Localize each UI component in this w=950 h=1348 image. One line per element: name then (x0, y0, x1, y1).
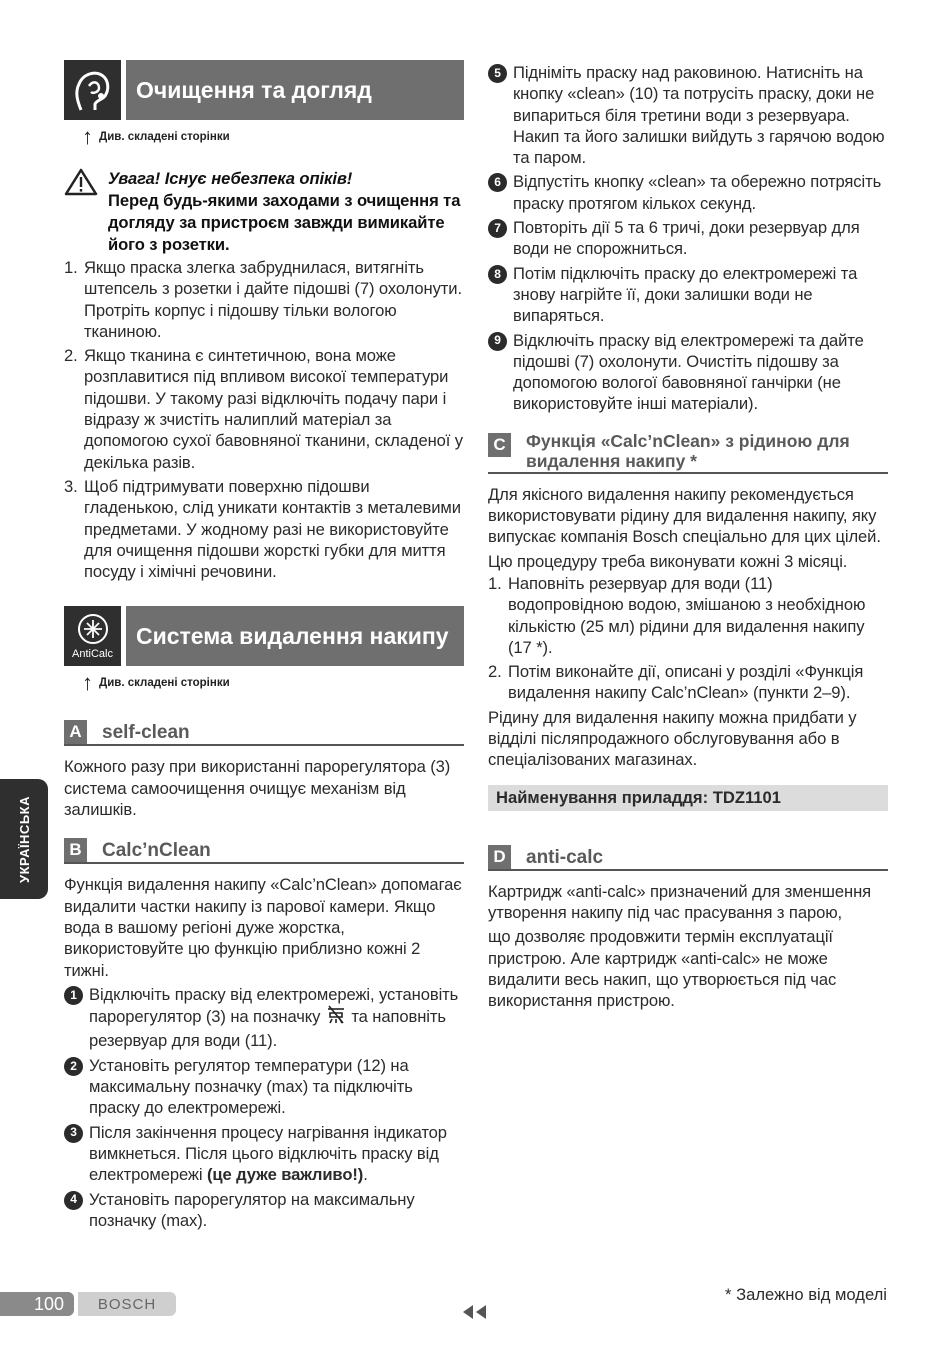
foldout-text: Див. складені сторінки (99, 677, 230, 690)
section-a-header (64, 720, 464, 746)
list-item: 7 Повторіть дії 5 та 6 тричі, доки резервуар для води не спорожниться. (488, 217, 888, 260)
warning-text: Перед будь-якими заходами з очищення та догляду за пристроєм завжди вимикайте його з розетки. (108, 191, 461, 254)
section-d-p1: Картридж «anti-calc» призначений для зменшення утворення накипу під час прасування з парою, (488, 881, 872, 922)
section-a-text: Кожного разу при використанні парорегулятора (3) система самоочищення очищує механізм від залишків. (64, 757, 451, 820)
arrow-up-icon: ↑ (82, 124, 93, 149)
cleaning-list (64, 257, 464, 582)
steam-setting-icon (325, 1005, 347, 1030)
list-item: 9 Відключіть праску від електромережі та дайте підошві (7) охолонути. Очистіть підошву за допомогою вологої бавовняної ганчірки (не використовуйте інші матеріали). (488, 330, 888, 415)
list-item: 2. Якщо тканина є синтетичною, вона може розплавитися під впливом високої температури підошви. У такому разі відключіть подачу пари і відразу ж зчистіть налиплий матеріал за допомогою сухої бавовняної тканини, складеної у декілька разів. (64, 346, 463, 472)
cleaning-care-icon (64, 60, 121, 120)
step-number: 5 (488, 64, 507, 83)
left-column (64, 60, 464, 1234)
language-tab (0, 779, 48, 899)
step-number: 4 (64, 1191, 83, 1210)
list-item: 1. Наповніть резервуар для води (11) водопровідною водою, змішаною з необхідною кількістю (25 мл) рідини для видалення накипу (17 *). (488, 573, 866, 657)
foldout-note (64, 126, 464, 148)
page-number: 100 (0, 1292, 74, 1316)
fold-arrows-icon (460, 1303, 490, 1321)
section-c-p2: Цю процедуру треба виконувати кожні 3 місяці. (488, 551, 848, 571)
descaling-header (64, 606, 464, 666)
list-item: 5 Підніміть праску над раковиною. Натисніть на кнопку «clean» (10) та потрусіть праску, доки не випариться біля третини води з резервуара. Накип та його залишки вийдуть з гарячою водою та паром. (488, 62, 888, 168)
section-d-title: anti-calc (526, 846, 604, 868)
list-item: 1 Відключіть праску від електромережі, установіть парорегулятор (3) на позначку та наповніть резервуар для води (11). (64, 984, 464, 1052)
section-letter: B (64, 838, 87, 862)
step-number: 7 (488, 219, 507, 238)
step-number: 2 (64, 1057, 83, 1076)
section-letter: D (488, 845, 511, 869)
warning-title: Увага! Існує небезпека опіків! (108, 169, 353, 188)
list-item: 3 Після закінчення процесу нагрівання індикатор вимкнеться. Після цього відключіть праску від електромережі (це дуже важливо!). (64, 1122, 464, 1186)
section-c-title: Функція «Calc’nClean» з рідиною для видалення накипу * (526, 430, 850, 471)
section-b-title: Calc’nClean (102, 840, 211, 862)
step-number: 8 (488, 265, 507, 284)
cleaning-title: Очищення та догляд (126, 60, 464, 120)
language-tab-label: УКРАЇНСЬКА (16, 795, 32, 883)
arrow-up-icon: ↑ (82, 670, 93, 696)
step-number: 6 (488, 173, 507, 192)
step-number: 1 (64, 986, 83, 1005)
brand-label: BOSCH (78, 1292, 176, 1316)
anticalc-icon (64, 606, 121, 666)
calcnclean-steps-1 (64, 984, 464, 1231)
section-c-p3: Рідину для видалення накипу можна придбати у відділі післяпродажного обслуговування або в спеціалізованих магазинах. (488, 707, 857, 770)
list-item: 4 Установіть парорегулятор на максимальну позначку (max). (64, 1189, 464, 1232)
warning-block (64, 168, 464, 256)
section-d-header (488, 845, 888, 871)
section-b-intro: Функція видалення накипу «Calc’nClean» допомагає видалити частки накипу із парової камери. Якщо вода в вашому регіоні дуже жорстка, використовуйте цю функцію приблизно кожні 2 тижні. (64, 875, 462, 980)
section-letter: C (488, 433, 511, 457)
step-number: 9 (488, 332, 507, 351)
list-item: 3. Щоб підтримувати поверхню підошви гладенькою, слід уникати контактів з металевими предметами. У жодному разі не використовуйте для очищення підошви жорсткі губки для миття посуду і хімічні речовини. (64, 476, 461, 582)
section-a-title: self-clean (102, 722, 190, 744)
step-number: 3 (64, 1124, 83, 1143)
list-item: 2. Потім виконайте дії, описані у розділі «Функція видалення накипу Calc’nClean» (пункти 2–9). (488, 662, 864, 703)
anticalc-label: AntiCalc (72, 648, 113, 661)
accessory-name-bar: Найменування приладдя: TDZ1101 (488, 785, 888, 811)
list-item: 2 Установіть регулятор температури (12) на максимальну позначку (max) та підключіть праску до електромережі. (64, 1055, 464, 1119)
section-d-p2: що дозволяє продовжити термін експлуатації пристрою. Але картридж «anti-calc» не може видалити весь накип, що утворюється під час використання пристрою. (488, 927, 837, 1011)
section-c-list (488, 573, 888, 704)
section-c-p1: Для якісного видалення накипу рекомендується використовувати рідину для видалення накипу, яку випускає компанія Bosch спеціально для цих цілей. (488, 484, 881, 547)
section-c-header (488, 431, 888, 474)
foldout-text: Див. складені сторінки (99, 131, 230, 143)
list-item: 8 Потім підключіть праску до електромережі та знову нагрійте її, доки залишки води не випаряться. (488, 263, 888, 327)
descaling-title: Система видалення накипу (126, 606, 464, 666)
foldout-note (64, 672, 464, 694)
list-item: 1. Якщо праска злегка забруднилася, витягніть штепсель з розетки і дайте підошві (7) охолонути. Протріть корпус і підошву тільки вологою тканиною. (64, 258, 462, 341)
section-letter: A (64, 720, 87, 744)
list-item: 6 Відпустіть кнопку «clean» та обережно потрясіть праску протягом кількох секунд. (488, 171, 888, 214)
warning-triangle-icon (64, 168, 108, 256)
cleaning-header (64, 60, 464, 120)
section-b-header (64, 838, 464, 864)
calcnclean-steps-2 (488, 62, 888, 415)
footnote: * Залежно від моделі (725, 1285, 887, 1304)
right-column (488, 62, 888, 1011)
